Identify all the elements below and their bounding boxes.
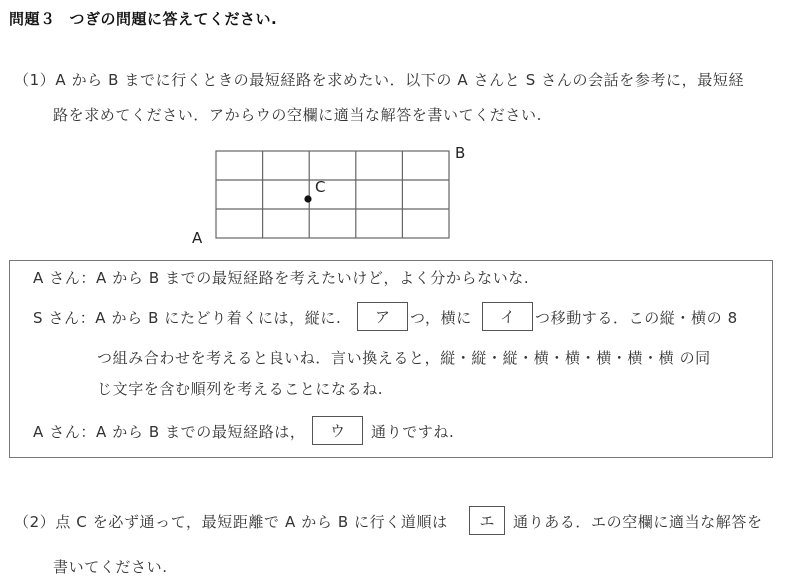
dialogue-line-1: A さん：A から B までの最短経路を考えたいけど，よく分からないな. — [33, 269, 530, 287]
q1-text-1: A から B までに行くときの最短経路を求めたい．以下の A さんと S さんの会話を参考に，最短経 — [55, 71, 745, 89]
blank-u-label: ウ — [329, 422, 345, 440]
q2-text-1a: 点 C を必ず通って，最短距離で A から B に行く道順は — [55, 513, 448, 531]
q2-line-1a — [14, 511, 448, 532]
dialogue-line-2a: S さん：A から B にたどり着くには，縦に. — [33, 309, 342, 327]
blank-i-input[interactable] — [482, 302, 533, 331]
blank-a-input[interactable] — [357, 302, 408, 331]
grid-diagram — [188, 140, 478, 250]
blank-a-label: ア — [374, 308, 390, 326]
blank-e-input[interactable] — [469, 506, 505, 535]
dialogue-line-5b: 通りですね. — [371, 423, 455, 441]
point-c-dot — [304, 195, 311, 202]
problem-number: 問題３ — [9, 10, 56, 28]
blank-i-label: イ — [499, 308, 515, 326]
blank-u-input[interactable] — [312, 416, 363, 445]
label-a: A — [192, 229, 203, 247]
dialogue-line-4: じ文字を含む順列を考えることになるね. — [97, 380, 384, 398]
q2-line-2: 書いてください. — [53, 558, 168, 576]
label-c: C — [315, 178, 326, 196]
q1-line-1 — [14, 69, 744, 90]
problem-instruction: つぎの問題に答えてください. — [69, 10, 278, 28]
q1-line-2: 路を求めてください．アからウの空欄に適当な解答を書いてください. — [53, 106, 542, 124]
q2-line-1b: 通りある．エの空欄に適当な解答を — [513, 513, 763, 531]
q2-label: （2） — [14, 513, 56, 531]
blank-e-label: エ — [479, 512, 495, 530]
q1-label: （1） — [14, 71, 56, 89]
dialogue-line-5a: A さん：A から B までの最短経路は， — [33, 423, 306, 441]
problem-title — [9, 8, 277, 29]
dialogue-line-2b: つ，横に — [410, 309, 472, 327]
grid-svg — [188, 140, 478, 250]
dialogue-line-2c: つ移動する．この縦・横の 8 — [535, 309, 738, 327]
dialogue-line-3: つ組み合わせを考えると良いね．言い換えると，縦・縦・縦・横・横・横・横・横 の同 — [97, 349, 711, 367]
label-b: B — [455, 144, 466, 162]
